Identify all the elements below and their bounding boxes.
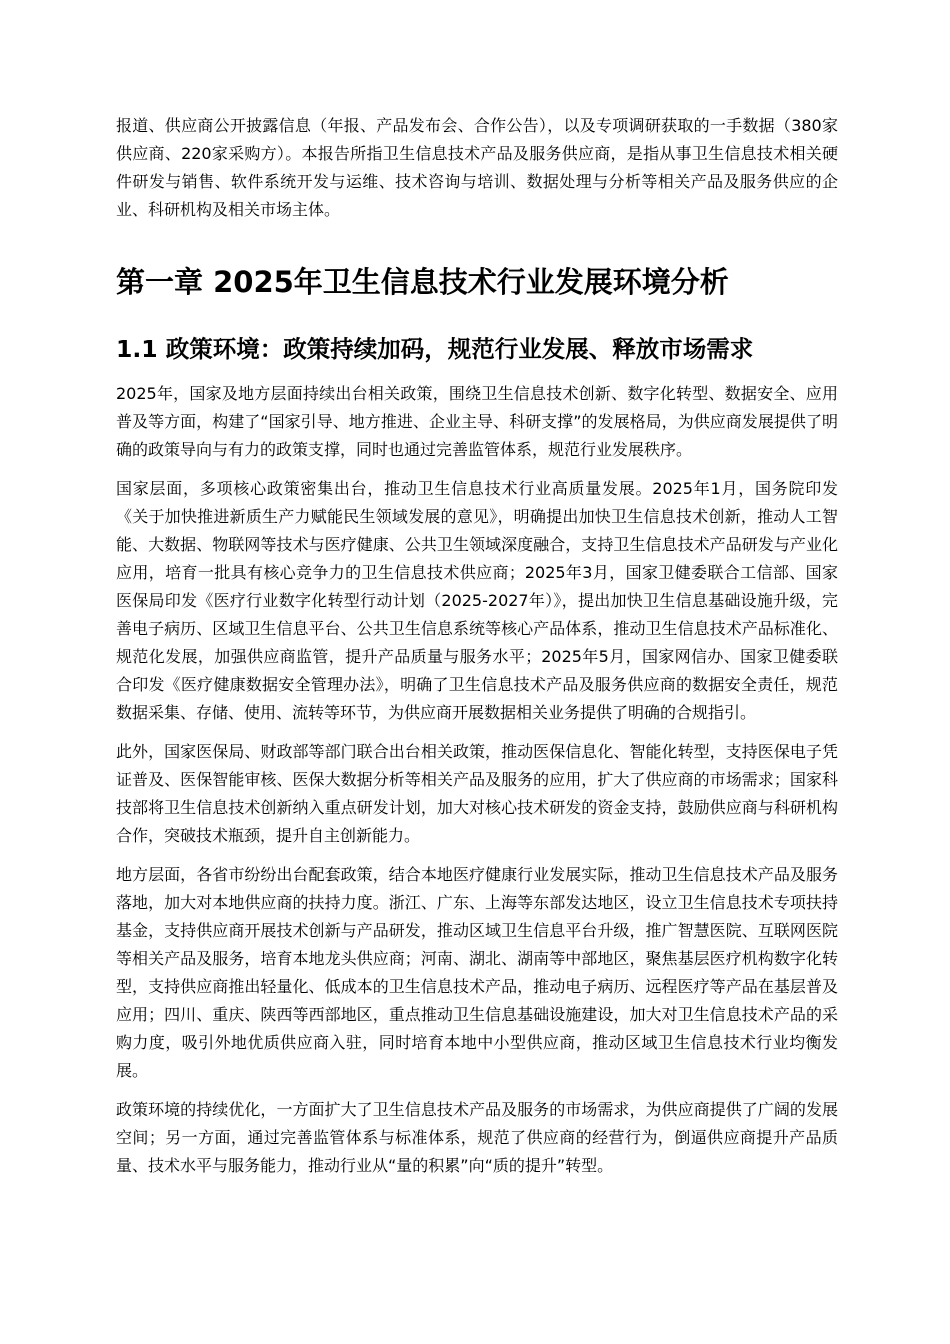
section-paragraph-4: 地方层面，各省市纷纷出台配套政策，结合本地医疗健康行业发展实际，推动卫生信息技术产品及服务落地，加大对本地供应商的扶持力度。浙江、广东、上海等东部发达地区，设立卫生信息技术专项扶持基金，支持供应商开展技术创新与产品研发，推动区域卫生信息平台升级，推广智慧医院、互联网医院等相关产品及服务，培育本地龙头供应商；河南、湖北、湖南等中部地区，聚焦基层医疗机构数字化转型，支持供应商推出轻量化、低成本的卫生信息技术产品，推动电子病历、远程医疗等产品在基层普及应用；四川、重庆、陕西等西部地区，重点推动卫生信息基础设施建设，加大对卫生信息技术产品的采购力度，吸引外地优质供应商入驻，同时培育本地中小型供应商，推动区域卫生信息技术行业均衡发展。	[116, 865, 838, 1080]
section-paragraph-2: 国家层面，多项核心政策密集出台，推动卫生信息技术行业高质量发展。2025年1月，国务院印发《关于加快推进新质生产力赋能民生领域发展的意见》，明确提出加快卫生信息技术创新，推动人工智能、大数据、物联网等技术与医疗健康、公共卫生领域深度融合，支持卫生信息技术产品研发与产业化应用，培育一批具有核心竞争力的卫生信息技术供应商；2025年3月，国家卫健委联合工信部、国家医保局印发《医疗行业数字化转型行动计划（2025-2027年）》，提出加快卫生信息基础设施升级，完善电子病历、区域卫生信息平台、公共卫生信息系统等核心产品体系，推动卫生信息技术产品标准化、规范化发展，加强供应商监管，提升产品质量与服务水平；2025年5月，国家网信办、国家卫健委联合印发《医疗健康数据安全管理办法》，明确了卫生信息技术产品及服务供应商的数据安全责任，规范数据采集、存储、使用、流转等环节，为供应商开展数据相关业务提供了明确的合规指引。	[116, 479, 838, 722]
section-paragraph-3: 此外，国家医保局、财政部等部门联合出台相关政策，推动医保信息化、智能化转型，支持医保电子凭证普及、医保智能审核、医保大数据分析等相关产品及服务的应用，扩大了供应商的市场需求；国家科技部将卫生信息技术创新纳入重点研发计划，加大对核心技术研发的资金支持，鼓励供应商与科研机构合作，突破技术瓶颈，提升自主创新能力。	[116, 742, 838, 845]
section-paragraph-1: 2025年，国家及地方层面持续出台相关政策，围绕卫生信息技术创新、数字化转型、数据安全、应用普及等方面，构建了“国家引导、地方推进、企业主导、科研支撑”的发展格局，为供应商发展提供了明确的政策导向与有力的政策支撑，同时也通过完善监管体系，规范行业发展秩序。	[116, 384, 838, 459]
intro-paragraph: 报道、供应商公开披露信息（年报、产品发布会、合作公告），以及专项调研获取的一手数据（380家供应商、220家采购方）。本报告所指卫生信息技术产品及服务供应商，是指从事卫生信息技术相关硬件研发与销售、软件系统开发与运维、技术咨询与培训、数据处理与分析等相关产品及服务供应的企业、科研机构及相关市场主体。	[116, 116, 838, 219]
document-page	[116, 112, 838, 1191]
section-title: 1.1 政策环境：政策持续加码，规范行业发展、释放市场需求	[116, 335, 754, 363]
section-paragraph-5: 政策环境的持续优化，一方面扩大了卫生信息技术产品及服务的市场需求，为供应商提供了广阔的发展空间；另一方面，通过完善监管体系与标准体系，规范了供应商的经营行为，倒逼供应商提升产品质量、技术水平与服务能力，推动行业从“量的积累”向“质的提升”转型。	[116, 1100, 838, 1175]
chapter-title: 第一章 2025年卫生信息技术行业发展环境分析	[116, 265, 729, 299]
